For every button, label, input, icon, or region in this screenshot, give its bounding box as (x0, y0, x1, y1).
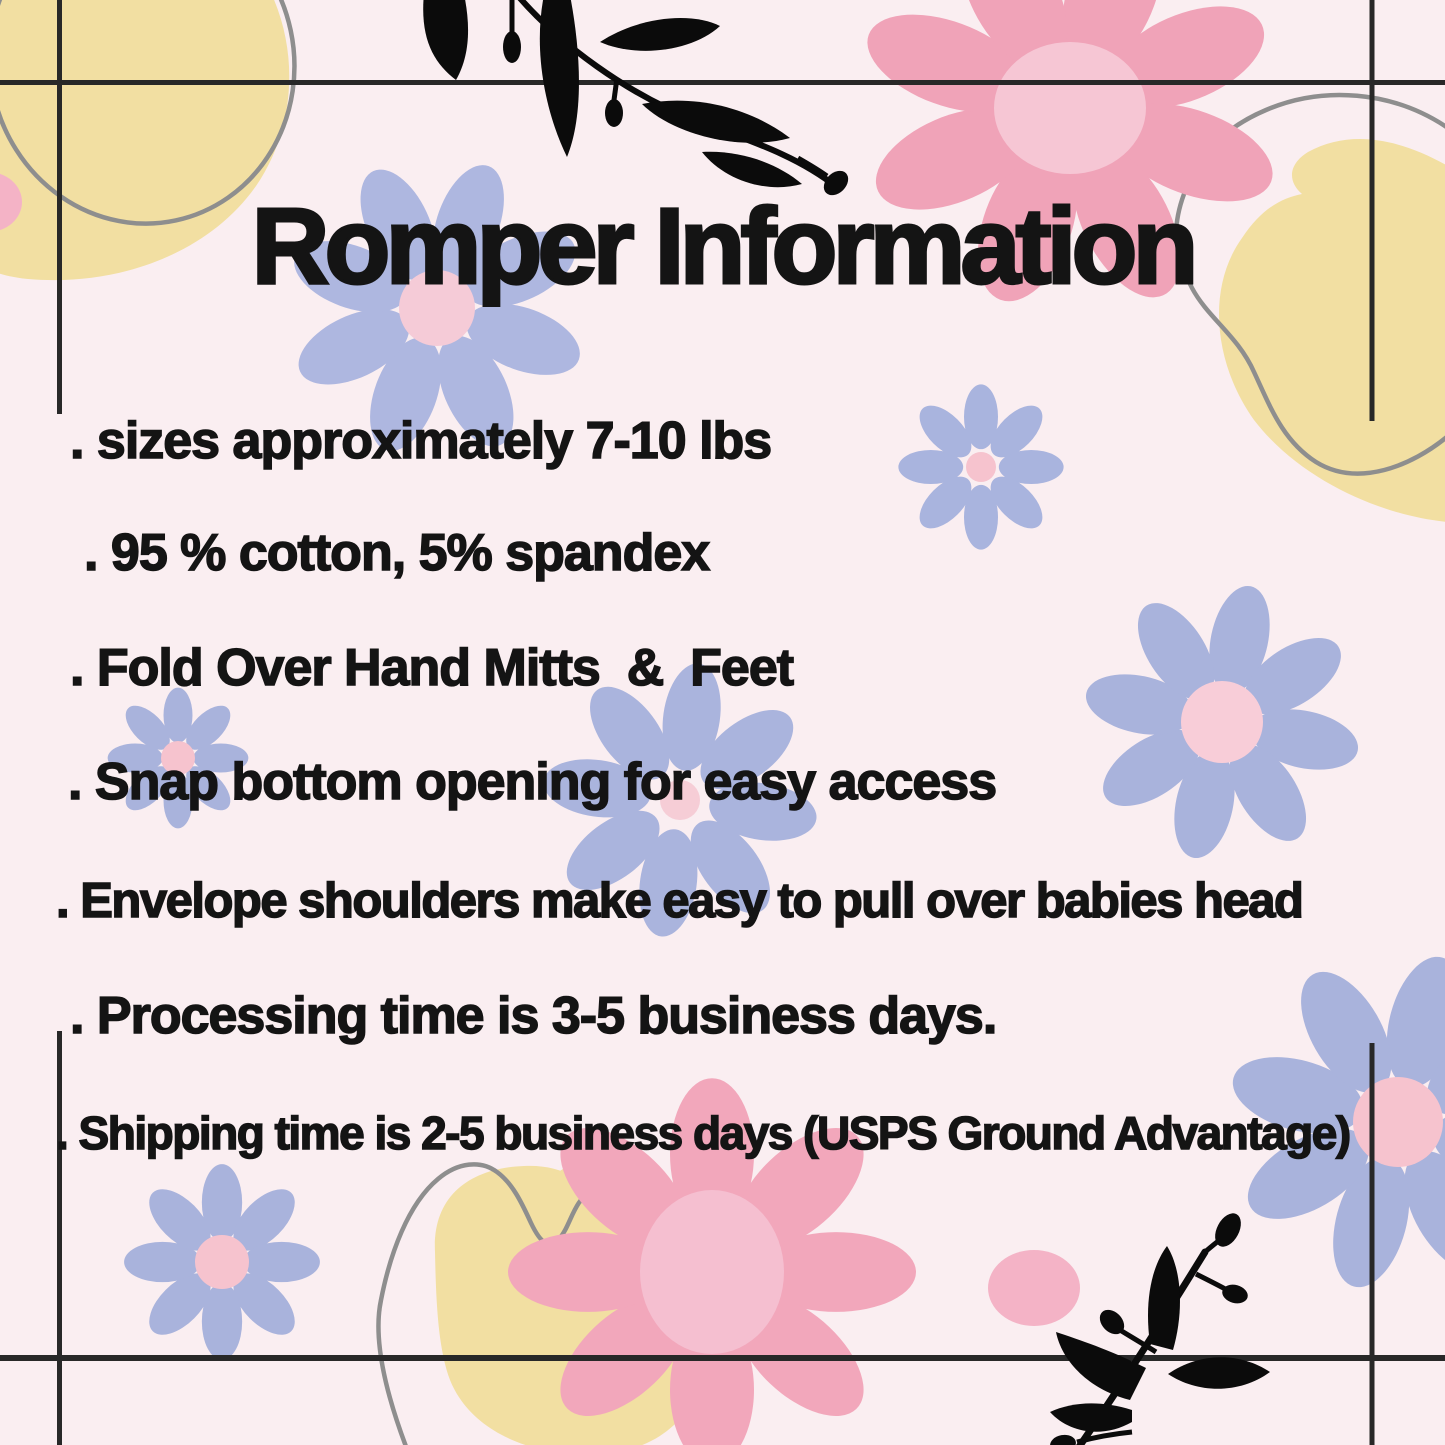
pink-petal-sliver-bottom-right (988, 1250, 1080, 1326)
bullet-envelope-shoulders: . Envelope shoulders make easy to pull over babies head (56, 874, 1303, 928)
flower-small-top-right (898, 384, 1063, 549)
page-title: Romper Information (251, 185, 1194, 306)
bullet-snap-bottom: . Snap bottom opening for easy access (68, 753, 997, 811)
branch-bottom-right-icon (1049, 1209, 1270, 1445)
bullet-mitts-feet: . Fold Over Hand Mitts & Feet (70, 639, 794, 697)
bullet-shipping-time: . Shipping time is 2-5 business days (USPS Ground Advantage) (56, 1107, 1350, 1159)
bullet-fabric: . 95 % cotton, 5% spandex (84, 524, 710, 582)
flower-mid-right (1057, 557, 1386, 886)
bullet-sizes: . sizes approximately 7-10 lbs (70, 412, 772, 470)
flower-bottom-left (124, 1164, 320, 1360)
bullet-processing-time: . Processing time is 3-5 business days. (70, 987, 997, 1045)
